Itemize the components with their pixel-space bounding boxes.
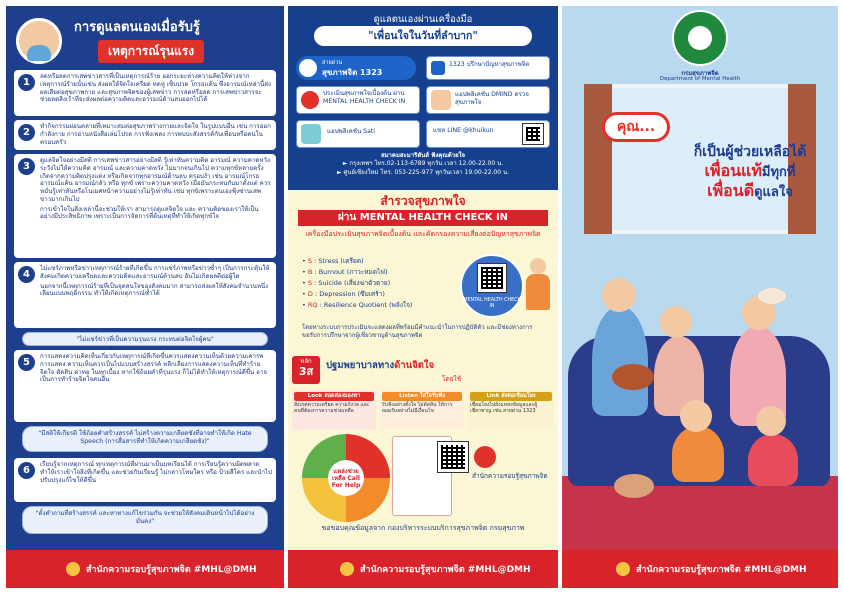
- tip-item-2: [14, 120, 276, 150]
- chat-1323-card[interactable]: [426, 56, 550, 80]
- footer-text: สำนักความรอบรู้สุขภาพจิต #MHL@DMH: [86, 565, 257, 575]
- help-resources-wheel: [302, 434, 390, 522]
- tip-text: การแสดงความคิดเห็นเกี่ยวกับเหตุการณ์ที่เกิดขึ้นควรแสดงความเห็นด้วยความเคารพ การแสดง ความเห็นควรเป็นไปแบบสร้างสรรค์ หลีกเลี่ยงการแสดงความเห็นที่ทำร้ายจิตใจ ตัดสิน ด่าทอ ในทุกเบื้อง หากใช้ถ้อยคำที่รุนแรง ก็ไม่ได้ทำให้เหตุการณ์ดีขึ้น อาจเป็นการทำร้ายจิตใจคนอื่น: [40, 353, 267, 384]
- footer-text: สำนักความรอบรู้สุขภาพจิต #MHL@DMH: [360, 565, 531, 575]
- contact-bkk: ► กรุงเทพฯ โทร.02-113-6789 ทุกวัน เวลา 12.00-22.00 น.: [342, 160, 504, 168]
- mascot-icon: [340, 562, 354, 576]
- child-illustration: [748, 434, 798, 486]
- list-item: • RQ : Resilience Quotient (พลังใจ): [302, 301, 413, 309]
- tip-item-6: [14, 458, 276, 502]
- check-note: โดยทางระบบการประเมินจะแสดงผลที่พร้อมมีคำแนะนำในการปฏิบัติตัว และมีช่องทางการขอรับการปรึกษาจากผู้เชี่ยวชาญด้านสุขภาพจิต: [302, 324, 533, 339]
- tip-text: ดูแลจิตใจอย่างมีสติ การเสพข่าวสารอย่างมีสติ รู้เท่าทันความคิด อารมณ์ ความคาดหวัง ระวังไม่ให้ความคิด อารมณ์ และความคาดหวัง ไม่มากจนเกินไป ความทุกข์หลายครั้งเกิดจากความคิดปรุงแต่ง หรือเกิดจากทุกอารมณ์ต้านลบ ครอบงำ เช่น อารมณ์โกรธ อารมณ์แค้น อารมณ์กลัว หรือ ทุกข์ เพราะความคาดหวัง เมื่อมันกระทบกับมาตั้งแต่ ควรหมั่นรู้เท่าทันหรือโนเมศหน้าความอย่างไม่รู้เท่าทัน เช่น ทุกข์เพราะตนเองฟุ้งซ่านเสพข่าวมากเกินไป: [40, 157, 271, 203]
- tip-number: 1: [18, 74, 35, 91]
- tip-item-4: [14, 262, 276, 328]
- logo-text-th: กรมสุขภาพจิต: [681, 70, 719, 77]
- cover-line-1: ก็เป็นผู้ช่วยเหลือได้: [693, 144, 807, 160]
- pfa-link: Link ส่งต่อเชื่อมโยง เชื่อมโยงไปยังแหล่งข้อมูลและผู้เชี่ยวชาญ เช่น สายด่วน 1323: [468, 390, 554, 430]
- cover-line-3: เพื่อนดีดูแลใจ: [707, 180, 793, 200]
- pfa-header: [292, 356, 554, 386]
- dmind-card[interactable]: [426, 86, 550, 114]
- test-list: [302, 256, 452, 311]
- pfa-listen: Listen ใส่ใจรับฟัง รับฟังอย่างตั้งใจ ไม่ตัดสิน ให้การยอมรับอย่างไม่มีเงื่อนไข: [380, 390, 464, 430]
- phone-icon: [299, 59, 317, 77]
- guitar-icon: [612, 364, 654, 390]
- dmind-avatar-icon: [431, 90, 451, 110]
- mascot-icon: [616, 562, 630, 576]
- panel1-header: [14, 10, 276, 66]
- logo-text-en: Department of Mental Health: [659, 76, 741, 82]
- pfa-byline: โดยใช้: [442, 375, 462, 383]
- footer-text: สำนักความรอบรู้สุขภาพจิต #MHL@DMH: [636, 565, 807, 575]
- callout-constructive: "ตั้งคำถามที่สร้างสรรค์ และหาทางแก้ไขร่วมกัน จะช่วยให้สังคมเดินหน้าไปได้อย่างมั่นคง": [22, 506, 268, 534]
- head-icon: [756, 406, 786, 436]
- cover-line-2: เพื่อนแท้มีทุกที่: [704, 161, 796, 181]
- panel1-title: การดูแลตนเองเมื่อรับรู้: [74, 20, 200, 35]
- tip-number: 2: [18, 124, 35, 141]
- sati-app-icon: [301, 124, 321, 144]
- boy-illustration: [672, 426, 724, 482]
- rug-illustration: [562, 476, 838, 550]
- dmh-logo: [672, 10, 728, 66]
- tip-text: เรียนรู้จากเหตุการณ์ ทุกเหตุการณ์ที่ผ่านมาเป็นบทเรียนได้ การเรียนรู้ความผิดพลาดทำให้เราเข้าใจสิ่งที่เกิดขึ้น และช่วยกันเรียนรู้ ไม่กล่าวโทษใคร หรือ ป้ายสีใคร และนำไปปรับปรุงแก้ไขให้ดีขึ้น: [40, 461, 272, 484]
- hotline-pre: สายด่วน: [322, 60, 343, 66]
- head-icon: [530, 258, 546, 274]
- check-title: สำรวจสุขภาพใจ: [380, 194, 466, 208]
- contact-title: สมาคมสะมาริตันส์ ฟังคุณด้วยใจ: [380, 152, 466, 159]
- callout-no-share: "ไม่แชร์ข่าวที่เป็นความรุนแรง กระทบต่อจิตใจผู้คน": [22, 332, 268, 346]
- tip-item-3: [14, 154, 276, 258]
- list-item: • D : Depression (ซึมเศร้า): [302, 290, 385, 298]
- panel-tools: [288, 6, 558, 588]
- facebook-icon: [431, 61, 445, 75]
- sati-card[interactable]: [296, 120, 420, 148]
- cat-icon: [758, 288, 786, 304]
- tip-extra: นอกจากนี้เหตุการณ์ร้ายที่เป็นจุดสนใจของสังคมมาก สามารถส่งผลให้สังคมจำนวนหนึ่งเลียนแบบพฤติกรรม ทำให้เกิดเหตุการณ์ซ้ำได้: [40, 282, 269, 298]
- tip-extra: การเข้าใจในสิ่งเหล่านี้จะช่วยให้เรา สามารถดูแลจิตใจ และ ความคิดของเราให้เป็นอย่างมีประสิทธิภาพ เพราะเป็นการจัดการที่ต้นเหตุที่ทำให้เกิดทุกข์ใจ: [40, 205, 259, 221]
- tip-item-1: [14, 70, 276, 116]
- tip-text: ไม่แชร์ภาพหรือข่าวเหตุการณ์ร้ายที่เกิดขึ้น การแชร์ภาพหรือข่าวซ้ำๆ เป็นการกระตุ้นให้สังคมเกิดความเครียดและความคิดและอารมณ์ด้านลบ อันไม่เกิดผลดีต่อผู้ใด: [40, 265, 270, 280]
- mhc-card[interactable]: [296, 86, 420, 114]
- mascot-icon: [66, 562, 80, 576]
- person-illustration-icon: [16, 18, 62, 64]
- tools-section: [288, 6, 558, 190]
- pfa-look: Look สอดส่องมองหา สังเกตความเครียด ความกังวล และคนที่ต้องการความช่วยเหลือ: [292, 390, 376, 430]
- tip-text: ทำกิจกรรมผ่อนคลายที่เหมาะสมต่อสุขภาพร่างกายและจิตใจ ในรูปแบบอื่น เช่น การออกกำลังกาย การอ่านหนังสือเล่มโปรด การฟังเพลง การพบปะสังสรรค์กับเพื่อนหรือคนในครอบครัว: [40, 123, 271, 146]
- tools-header-small: ดูแลตนเองผ่านเครื่องมือ: [373, 14, 473, 25]
- mhc-caption: MENTAL HEALTH CHECK IN: [463, 298, 521, 309]
- mhc-label: ประเมินสุขภาพใจเบื้องต้น ผ่าน MENTAL HEALTH CHECK IN: [323, 90, 406, 105]
- sati-label: แอปพลิเคชัน Sati: [327, 128, 376, 135]
- panel1-subtitle: เหตุการณ์รุนแรง: [98, 40, 204, 63]
- tip-text: ลดหรือลดการเสพข่าวสารที่เป็นเหตุการณ์ร้าย ออกระยะห่างความคิดให้ห่างจากเหตุการณ์ร้ายนั้นเช่น ส่งผลให้จิตใจเครียด หดหู่ เซ็บปวด โกรธแค้น ซึ่งอารมณ์เหล่านี้ส่งผลเสียต่อสุขภาพกาย และสุขภาพจิตของผู้เสพข่าว การลดหรือลด การเสพข่าวสารจะช่วยลดสิ่งเร้าที่จะส่งผลต่อความคิดและอารมณ์ด้านลบออกไปได้: [40, 73, 271, 104]
- list-item: • B : Burnout (ภาวะหมดไฟ): [302, 268, 388, 276]
- org-name: สำนักความรอบรู้สุขภาพจิต: [472, 472, 548, 480]
- dog-icon: [614, 474, 654, 498]
- brochure: [6, 6, 838, 588]
- list-item: • S : Stress (เครียด): [302, 257, 364, 265]
- panel2-footer: [288, 550, 558, 588]
- tip-number: 3: [18, 158, 35, 175]
- tools-header-big: "เพื่อนใจในวันที่ลำบาก": [314, 26, 532, 46]
- line-qr-code: [523, 124, 543, 144]
- curtain-left-icon: [584, 84, 612, 234]
- pfa-badge: หลัก 3ส: [292, 356, 320, 384]
- logo-emblem-icon: [688, 26, 712, 50]
- mhc-qr-code: [478, 264, 506, 292]
- line-label: แชท LINE @khuikun: [433, 127, 494, 134]
- wheel-center: แหล่งช่วยเหลือ Call For Help: [328, 460, 364, 496]
- samaritans-contact: [296, 152, 550, 186]
- speech-bubble: คุณ...: [602, 112, 670, 142]
- head-icon: [660, 306, 692, 338]
- pfa-title: ปฐมพยาบาลทางด้านจิตใจ: [326, 360, 435, 371]
- head-icon: [602, 278, 636, 312]
- line-card[interactable]: [426, 120, 550, 148]
- check-description: เครื่องมือประเมินสุขภาพจิตเบื้องต้น และคัดกรองความเสี่ยงต่อปัญหาสุขภาพจิต: [305, 230, 541, 238]
- dmind-label: แอปพลิเคชัน DMIND ตรวจสุขภาพใจ: [455, 91, 529, 106]
- hotline-1323[interactable]: [296, 56, 416, 80]
- panel-self-care: [6, 6, 284, 588]
- chat-1323-label: 1323 ปรึกษาปัญหาสุขภาพจิต: [449, 61, 530, 68]
- guitar-player-illustration: [592, 306, 648, 416]
- panel-cover: [562, 6, 838, 588]
- cover-message: [670, 144, 830, 201]
- contact-cm: ► ศูนย์เชียงใหม่ โทร. 053-225-977 ทุกวันเวลา 19.00-22.00 น.: [337, 168, 509, 176]
- head-icon: [680, 400, 712, 432]
- body-icon: [526, 274, 550, 310]
- boy-illustration: [522, 258, 552, 316]
- tip-number: 4: [18, 266, 35, 283]
- panel1-footer: [6, 550, 284, 588]
- thanks-credit: ขอขอบคุณข้อมูลจาก กองบริหารระบบบริการสุขภาพจิต กรมสุขภาพ: [321, 524, 525, 532]
- list-item: • S : Suicide (เสี่ยงฆ่าตัวตาย): [302, 279, 391, 287]
- mhc-logo-icon: [301, 91, 319, 109]
- tip-item-5: [14, 350, 276, 422]
- tip-number: 6: [18, 462, 35, 479]
- org-logo-icon: [474, 446, 496, 468]
- check-subtitle: ผ่าน MENTAL HEALTH CHECK IN: [298, 210, 548, 226]
- callout-hate-speech: "มีสติให้เกียรติ ใช้ถ้อยคำสร้างสรรค์ ไม่สร้างความเกลียดชังที่อาจทำให้เกิด Hate Speech (การสื่อสารที่ทำให้เกิดความเกลียดชัง)": [22, 426, 268, 452]
- tip-number: 5: [18, 354, 35, 371]
- org-qr-code[interactable]: [438, 442, 468, 472]
- hotline-number: สุขภาพจิต 1323: [322, 68, 383, 77]
- mhc-qr-circle[interactable]: [460, 254, 524, 318]
- panel3-footer: [562, 550, 838, 588]
